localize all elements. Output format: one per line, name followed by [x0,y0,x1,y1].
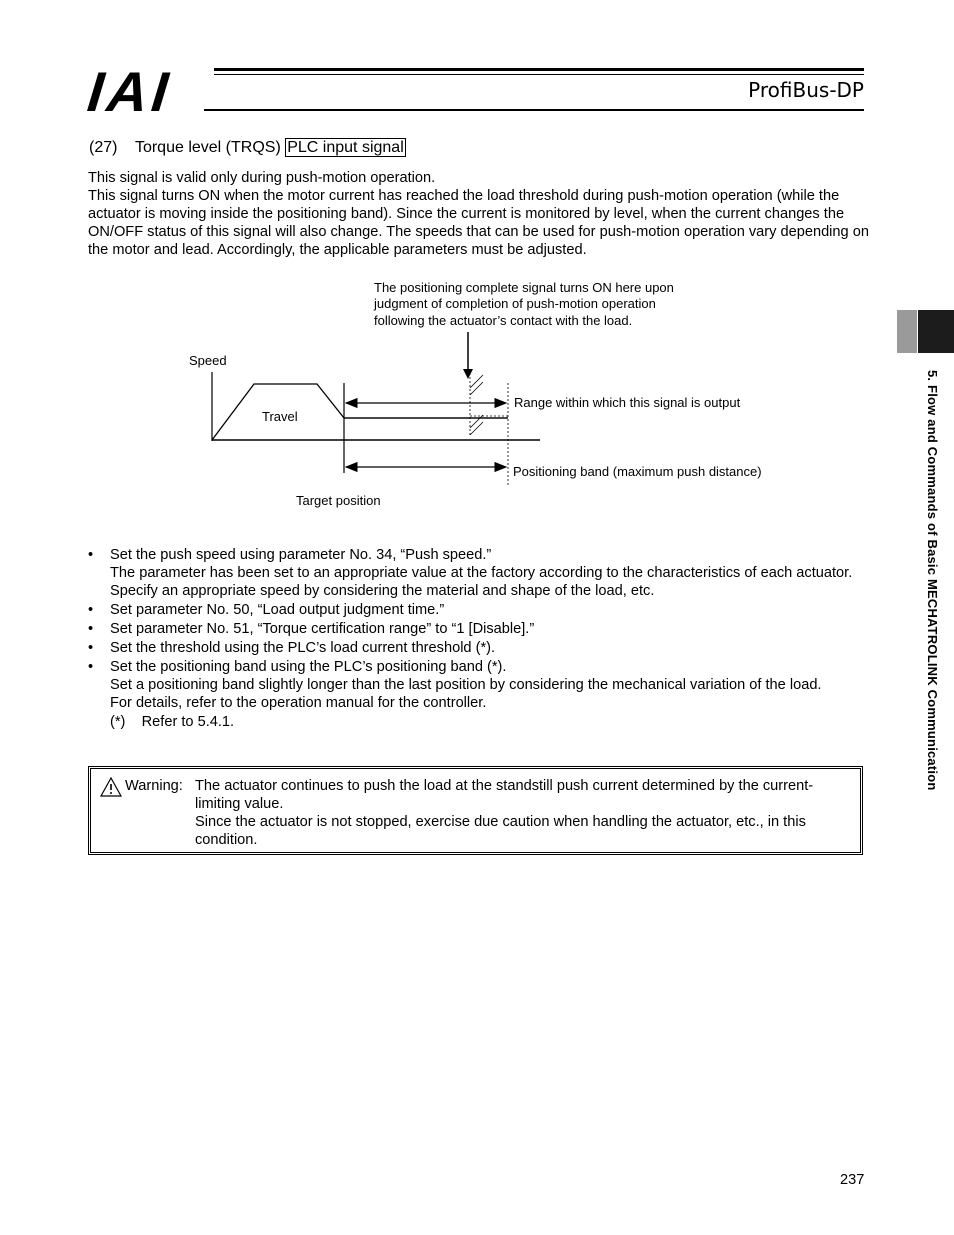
header-rule-bottom [204,109,864,111]
section-heading: Torque level (TRQS) [134,139,281,156]
travel-label: Travel [262,409,298,424]
hatch-3 [470,422,483,435]
callout-line-1: The positioning complete signal turns ON here upon [374,280,674,295]
chapter-side-title: 5. Flow and Commands of Basic MECHATROLINK Communication [925,370,940,791]
positioning-band-label: Positioning band (maximum push distance) [513,464,762,479]
callout-line-3: following the actuator’s contact with the load. [374,313,633,328]
bullet-detail: For details, refer to the operation manual for the controller. [110,695,487,711]
warning-triangle-icon [100,777,122,797]
signal-range-label: Range within which this signal is output [514,395,741,410]
iai-logo: IAI [84,60,175,123]
product-name: ProfiBus-DP [748,78,864,102]
warning-label: Warning: [125,778,183,794]
hatch-4 [470,415,483,428]
bullet-main: • Set the positioning band using the PLC’s positioning band (*). [110,659,507,675]
section-number: (27) [89,139,118,156]
list-item [88,620,870,638]
speed-axis-label: Speed [189,353,227,368]
callout-arrow-head [463,369,473,379]
list-item [88,601,870,619]
bullet-detail: The parameter has been set to an appropriate value at the factory according to the characteristics of each actuator. [110,565,853,581]
bullet-main: • Set parameter No. 51, “Torque certification range” to “1 [Disable].” [110,621,535,637]
footnote: (*) Refer to 5.4.1. [110,714,235,730]
warning-box [88,766,863,855]
hatch-2 [470,375,483,388]
list-item [88,639,870,657]
list-item [88,658,870,712]
chapter-tab-dark [918,310,954,353]
warning-text [195,777,855,849]
signal-type-badge: PLC input signal [287,139,404,156]
section-title [89,138,406,158]
warning-line-1: The actuator continues to push the load at the standstill push current determined by the current-limiting value. [195,778,814,812]
callout-line-2: judgment of completion of push-motion operation [374,296,656,311]
chapter-tab-light [897,310,917,353]
bullet-main: • Set the threshold using the PLC’s load current threshold (*). [110,640,496,656]
page-number: 237 [840,1172,865,1188]
hatch-1 [470,382,483,395]
intro-line-2: This signal turns ON when the motor current has reached the load threshold during push-motion operation (while the actuator is moving inside the positioning band). Since the current is monitored by level, when the current changes the ON/OFF status of this signal will also change. The speeds that can be used for push-motion operation vary depending on the motor and lead. Accordingly, the applicable parameters must be adjusted. [88,188,869,258]
push-motion-diagram [170,275,810,525]
list-item [88,546,870,600]
bullet-main: • Set the push speed using parameter No. 34, “Push speed.” [110,547,492,563]
bullet-detail: Specify an appropriate speed by considering the material and shape of the load, etc. [110,583,655,599]
bullet-main: • Set parameter No. 50, “Load output judgment time.” [110,602,445,618]
settings-list [88,546,870,731]
intro-text [88,169,870,259]
speed-profile [212,384,508,440]
target-position-label: Target position [296,493,381,508]
header-rule-top [214,68,864,71]
header-rule-top-thin [214,74,864,75]
warning-line-2: Since the actuator is not stopped, exercise due caution when handling the actuator, etc., in this condition. [195,814,806,848]
bullet-detail: Set a positioning band slightly longer than the last position by considering the mechanical variation of the load. [110,677,822,693]
intro-line-1: This signal is valid only during push-motion operation. [88,170,436,186]
